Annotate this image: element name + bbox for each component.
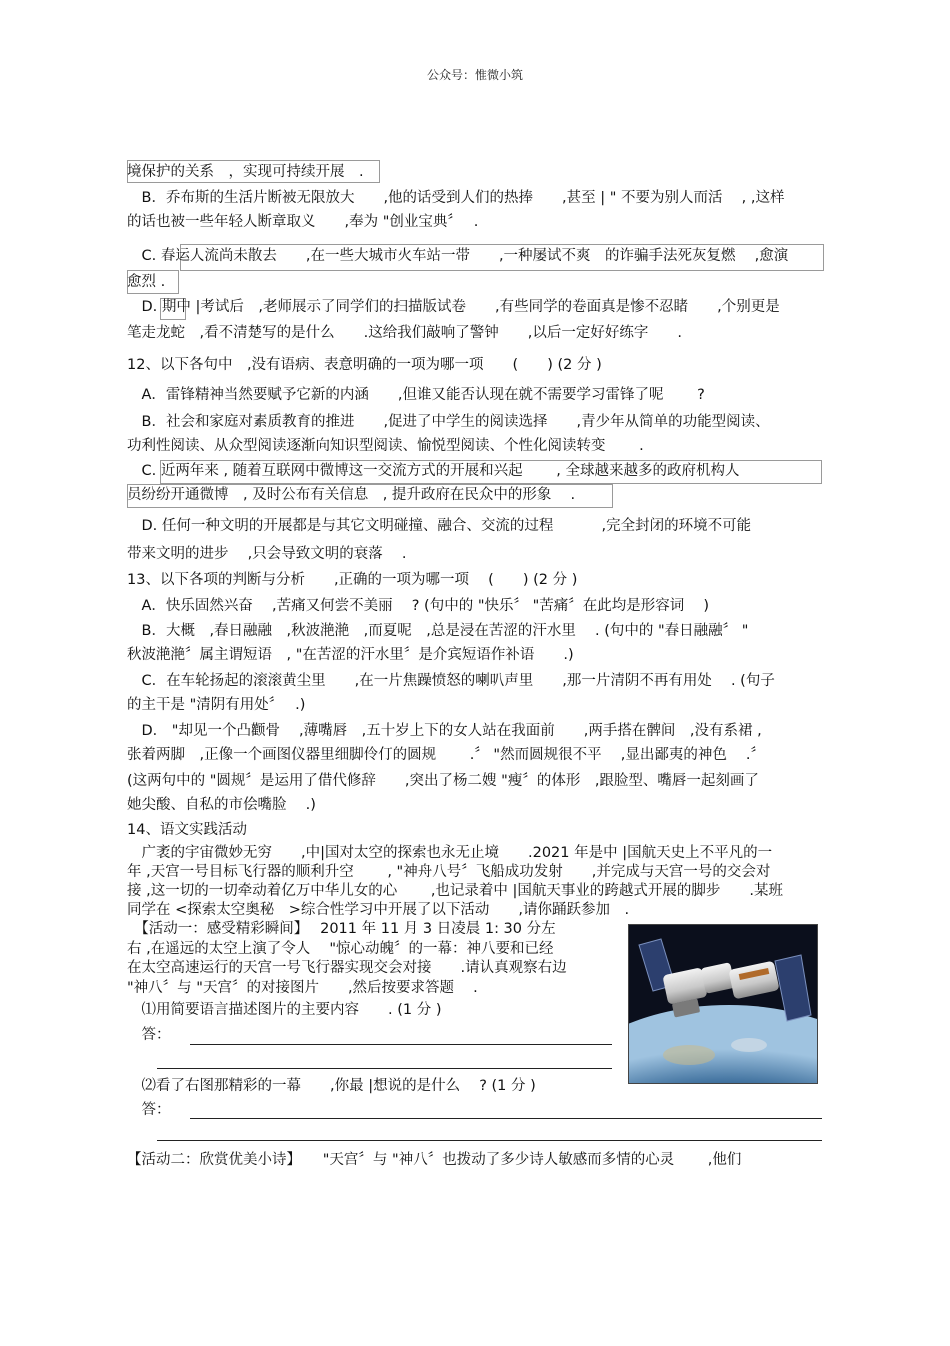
text-line: A．快乐固然兴奋 ,苦痛又何尝不美丽 ? (句中的 "快乐〞 "苦痛〞在此均是形容词 ) <box>127 598 710 614</box>
text-line: 带来文明的进步 ,只会导致文明的衰落 . <box>127 546 407 562</box>
sub-question-1: ⑴用简要语言描述图片的主要内容 . (1 分 ) <box>127 1002 442 1018</box>
text-line: 年 ,天宫一号目标飞行器的顺利升空 , "神舟八号〞飞船成功发射 ,并完成与天宫一号的交会对 <box>127 864 771 880</box>
answer-label-2: 答： <box>127 1102 171 1118</box>
answer-label-1: 答： <box>127 1027 171 1043</box>
text-line: D. 任何一种文明的开展都是与其它文明碰撞、融合、交流的过程 ,完全封闭的环境不可能 <box>127 518 752 534</box>
answer-line-2b[interactable] <box>157 1140 822 1141</box>
question-12: 12、以下各句中 ,没有语病、表意明确的一项为哪一项 ( ) (2 分 ) <box>127 357 602 373</box>
text-line: 愈烈 . <box>127 274 166 290</box>
text-line: 同学在 <探索太空奥秘 >综合性学习中开展了以下活动 ,请你踊跃参加 . <box>127 902 630 918</box>
text-line: 接 ,这一切的一切牵动着亿万中华儿女的心 ,也记录着中 |国航天事业的跨越式开展的脚步 .某班 <box>127 883 784 899</box>
sub-question-2: ⑵看了右图那精彩的一幕 ,你最 |想说的是什么 ? (1 分 ) <box>127 1078 536 1094</box>
text-line: B．社会和家庭对素质教育的推进 ,促进了中学生的阅读选择 ,青少年从简单的功能型阅读、 <box>127 414 770 430</box>
text-line: 员纷纷开通微博 , 及时公布有关信息 , 提升政府在民众中的形象 . <box>127 487 576 503</box>
text-line: (这两句中的 "圆规〞是运用了借代修辞 ,突出了杨二嫂 "瘦〞的体形 ,跟脸型、嘴唇一起刻画了 <box>127 773 759 789</box>
text-line: 功利性阅读、从众型阅读逐渐向知识型阅读、愉悦型阅读、个性化阅读转变 . <box>127 438 644 454</box>
text-line: 境保护的关系 ，实现可持续开展 . <box>127 164 364 180</box>
text-line: C．在车轮扬起的滚滚黄尘里 ,在一片焦躁愤怒的喇叭声里 ,那一片清阴不再有用处 . (句子 <box>127 673 775 689</box>
text-line: 她尖酸、自私的市侩嘴脸 .) <box>127 797 316 813</box>
activity-two: 【活动二：欣赏优美小诗】 "天宫〞与 "神八〞也拨动了多少诗人敏感而多情的心灵 ,他们 <box>127 1152 742 1168</box>
text-line: 笔走龙蛇 ,看不清楚写的是什么 .这给我们敲响了警钟 ,以后一定好好练字 . <box>127 325 682 341</box>
text-line: "神八〞与 "天宫〞的对接图片 ,然后按要求答题 . <box>127 980 478 996</box>
text-line: 张着两脚 ,正像一个画图仪器里细脚伶仃的圆规 .〞 "然而圆规很不平 ,显出鄙夷的神色 .〞 <box>127 747 766 763</box>
question-14: 14、语文实践活动 <box>127 822 247 838</box>
text-line: 的主干是 "清阴有用处〞 .) <box>127 697 306 713</box>
activity-one: 【活动一：感受精彩瞬间】 2011 年 11 月 3 日凌晨 1: 30 分左 <box>127 921 556 937</box>
answer-line-2a[interactable] <box>190 1118 822 1119</box>
text-line: A．雷锋精神当然要赋予它新的内涵 ,但谁又能否认现在就不需要学习雷锋了呢 ? <box>127 387 705 403</box>
docking-illustration <box>629 925 817 1083</box>
docking-photo <box>628 924 818 1084</box>
text-line: B．乔布斯的生活片断被无限放大 ,他的话受到人们的热捧 ,甚至 | " 不要为别人而活 , ,这样 <box>127 190 785 206</box>
text-line: C. 春运人流尚未散去 ,在一些大城市火车站一带 ,一种屡试不爽 的诈骗手法死灰复燃 ,愈演 <box>127 248 789 264</box>
text-line: 广袤的宇宙微妙无穷 ,中|国对太空的探索也永无止境 .2021 年是中 |国航天史上不平凡的一 <box>127 845 773 861</box>
page-header: 公众号：惟微小筑 <box>426 68 523 82</box>
text-line: C. 近两年来 , 随着互联网中微博这一交流方式的开展和兴起 , 全球越来越多的政府机构人 <box>127 463 740 479</box>
text-line: B．大概 ,春日融融 ,秋波滟滟 ,而夏呢 ,总是浸在苦涩的汗水里 . (句中的 "春日融融〞 " <box>127 623 749 639</box>
text-line: 右 ,在遥远的太空上演了令人 "惊心动魄〞的一幕：神八要和已经 <box>127 941 554 957</box>
text-line: D. 期中 |考试后 ,老师展示了同学们的扫描版试卷 ,有些同学的卷面真是惨不忍睹 ,个别更是 <box>127 299 780 315</box>
text-line: D． "却见一个凸颧骨 ,薄嘴唇 ,五十岁上下的女人站在我面前 ,两手搭在髀间 ,没有系裙 , <box>127 723 762 739</box>
answer-line-1b[interactable] <box>157 1068 612 1069</box>
text-line: 的话也被一些年轻人断章取义 ,奉为 "创业宝典〞 . <box>127 214 479 230</box>
text-line: 秋波滟滟〞属主谓短语 , "在苦涩的汗水里〞是介宾短语作补语 .) <box>127 647 574 663</box>
text-line: 在太空高速运行的天宫一号飞行器实现交会对接 .请认真观察右边 <box>127 960 567 976</box>
answer-line-1a[interactable] <box>190 1044 612 1045</box>
question-13: 13、以下各项的判断与分析 ,正确的一项为哪一项 ( ) (2 分 ) <box>127 572 578 588</box>
